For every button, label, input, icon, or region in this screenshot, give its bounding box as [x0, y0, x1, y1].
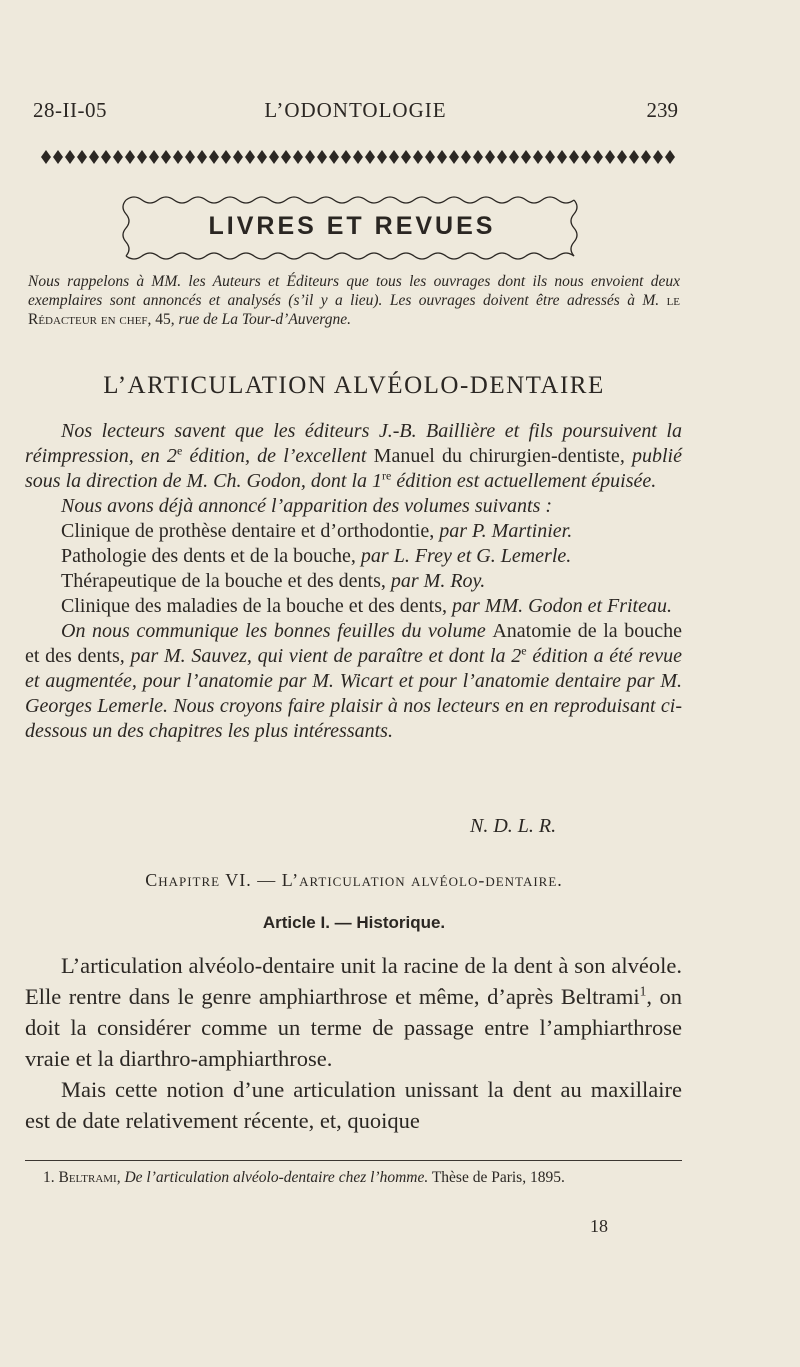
footnote-author: Beltrami, [58, 1169, 121, 1186]
footnote-number: 1. [43, 1169, 55, 1186]
volume-author: par L. Frey et G. Lemerle. [355, 545, 572, 567]
diamond-mark [149, 150, 159, 164]
excerpt-paragraph [25, 619, 682, 744]
footnote-rule [25, 1160, 682, 1161]
diamond-mark [485, 150, 495, 164]
intro-sup-2: re [382, 468, 392, 483]
excerpt-text-c: édition a été revue et augmentée, pour l’anatomie par M. Wicart et pour l’anatomie dentaire par M. Georges Lemerle. Nous croyons faire plaisir à nos lecteurs en en reproduisant ci-dessous un des chapitres les plus intéressants. [25, 645, 683, 742]
diamond-mark [593, 150, 603, 164]
article-heading: L’ARTICULATION ALVÉOLO-DENTAIRE [103, 372, 605, 399]
diamond-mark [617, 150, 627, 164]
diamond-mark [521, 150, 531, 164]
diamond-mark [665, 150, 675, 164]
volume-author: par M. Roy. [385, 570, 486, 592]
chapter-paragraph [25, 1074, 682, 1136]
intro-book-title: Manuel du chirurgien-dentiste [373, 445, 620, 467]
diamond-mark [101, 150, 111, 164]
editor-signature: N. D. L. R. [470, 815, 557, 837]
volume-item [25, 594, 682, 619]
diamond-mark [413, 150, 423, 164]
running-header [33, 98, 678, 128]
intro-text-a: Nos lecteurs savent que les éditeurs J.-B. Baillière et fils poursuivent la réimpression, en 2 [25, 420, 682, 467]
volume-author: par P. Martinier. [434, 520, 573, 542]
volume-title: Clinique des maladies de la bouche et des dents, [61, 595, 448, 617]
diamond-mark [41, 150, 51, 164]
diamond-mark [209, 150, 219, 164]
diamond-mark [257, 150, 267, 164]
excerpt-text-a: On nous communique les bonnes feuilles du volume [61, 620, 493, 642]
diamond-mark [317, 150, 327, 164]
intro-text-b: édition, de l’excellent [182, 445, 374, 467]
diamond-mark [377, 150, 387, 164]
intro-sup-1: e [176, 443, 183, 458]
diamond-mark [353, 150, 363, 164]
printer-signature-mark: 18 [590, 1216, 608, 1236]
diamond-mark [557, 150, 567, 164]
diamond-mark [641, 150, 651, 164]
section-title: LIVRES ET REVUES [208, 212, 496, 240]
editorial-note [28, 272, 680, 329]
diamond-mark [137, 150, 147, 164]
volume-author: par MM. Godon et Friteau. [447, 595, 672, 617]
diamond-mark [221, 150, 231, 164]
volume-title: Pathologie des dents et de la bouche, [61, 545, 356, 567]
diamond-mark [233, 150, 243, 164]
intro-paragraph [25, 419, 682, 494]
diamond-mark [461, 150, 471, 164]
excerpt-sup: e [521, 643, 527, 658]
excerpt-book-title: Anatomie de la bouche et des dents [25, 620, 682, 667]
diamond-mark [425, 150, 435, 164]
article-intro [25, 419, 682, 744]
diamond-mark [653, 150, 663, 164]
header-date: 28-II-05 [33, 98, 107, 122]
diamond-mark [473, 150, 483, 164]
diamond-mark [605, 150, 615, 164]
chapter-text-a: L’articulation alvéolo-dentaire unit la racine de la dent à son alvéole. Elle rentre dans le genre amphiarthrose et même, d’après Beltrami [25, 953, 682, 1009]
footnote [25, 1168, 682, 1188]
note-address: rue de La Tour-d’Auvergne. [178, 311, 352, 328]
volumes-intro-text: Nous avons déjà annoncé l’apparition des volumes suivants : [61, 495, 553, 517]
diamond-mark [77, 150, 87, 164]
diamond-mark [197, 150, 207, 164]
diamond-mark [245, 150, 255, 164]
diamond-mark [293, 150, 303, 164]
diamond-mark [365, 150, 375, 164]
diamond-border-ornament [40, 148, 680, 166]
diamond-mark [545, 150, 555, 164]
diamond-mark [65, 150, 75, 164]
diamond-mark [269, 150, 279, 164]
volumes-intro [25, 494, 682, 519]
volume-item [25, 544, 682, 569]
intro-text-d: édition est actuellement épuisée. [391, 470, 657, 492]
header-journal: L’ODONTOLOGIE [264, 98, 447, 122]
volume-title: Thérapeutique de la bouche et des dents, [61, 570, 386, 592]
chapter-body [25, 950, 682, 1136]
chapter-text-b: , on doit la considérer comme un terme de passage entre l’amphiarthrose vraie et la diarthro-amphiarthrose. [25, 984, 683, 1071]
footnote-entry [25, 1168, 682, 1188]
diamond-mark [113, 150, 123, 164]
note-address-number: , 45, [147, 311, 175, 328]
excerpt-text-b: , par M. Sauvez, qui vient de paraître et dont la 2 [119, 645, 522, 667]
volume-item [25, 569, 682, 594]
diamond-mark [281, 150, 291, 164]
diamond-mark [125, 150, 135, 164]
diamond-mark [533, 150, 543, 164]
diamond-mark [161, 150, 171, 164]
volume-title: Clinique de prothèse dentaire et d’orthodontie, [61, 520, 435, 542]
diamond-mark [341, 150, 351, 164]
chapter-paragraph [25, 950, 682, 1074]
diamond-mark [509, 150, 519, 164]
footnote-rest: Thèse de Paris, 1895. [428, 1169, 565, 1186]
diamond-mark [449, 150, 459, 164]
volume-item [25, 519, 682, 544]
diamond-mark [185, 150, 195, 164]
note-editor: le Rédacteur en chef [28, 292, 681, 328]
chapter-heading: Chapitre VI. — L’articulation alvéolo-dentaire. [145, 870, 563, 890]
diamond-mark [497, 150, 507, 164]
diamond-mark [569, 150, 579, 164]
diamond-mark [629, 150, 639, 164]
diamond-mark [53, 150, 63, 164]
diamond-mark [401, 150, 411, 164]
diamond-mark [581, 150, 591, 164]
diamond-mark [389, 150, 399, 164]
diamond-mark [329, 150, 339, 164]
header-page-number: 239 [646, 98, 678, 122]
footnote-title: De l’articulation alvéolo-dentaire chez l’homme. [120, 1169, 429, 1186]
diamond-mark [173, 150, 183, 164]
article-subheading: Article I. — Historique. [262, 913, 446, 932]
diamond-mark [437, 150, 447, 164]
chapter-text-c: Mais cette notion d’une articulation unissant la dent au maxillaire est de date relativement récente, et, quoique [25, 1077, 682, 1133]
footnote-ref: 1 [639, 983, 647, 999]
intro-text-c: , publié sous la direction de M. Ch. Godon, dont la 1 [25, 445, 682, 492]
diamond-mark [89, 150, 99, 164]
note-text: Nous rappelons à MM. les Auteurs et Éditeurs que tous les ouvrages dont ils nous envoient deux exemplaires sont annoncés et analysés (s’il y a lieu). Les ouvrages doivent être adressés à M. [28, 273, 680, 309]
diamond-mark [305, 150, 315, 164]
